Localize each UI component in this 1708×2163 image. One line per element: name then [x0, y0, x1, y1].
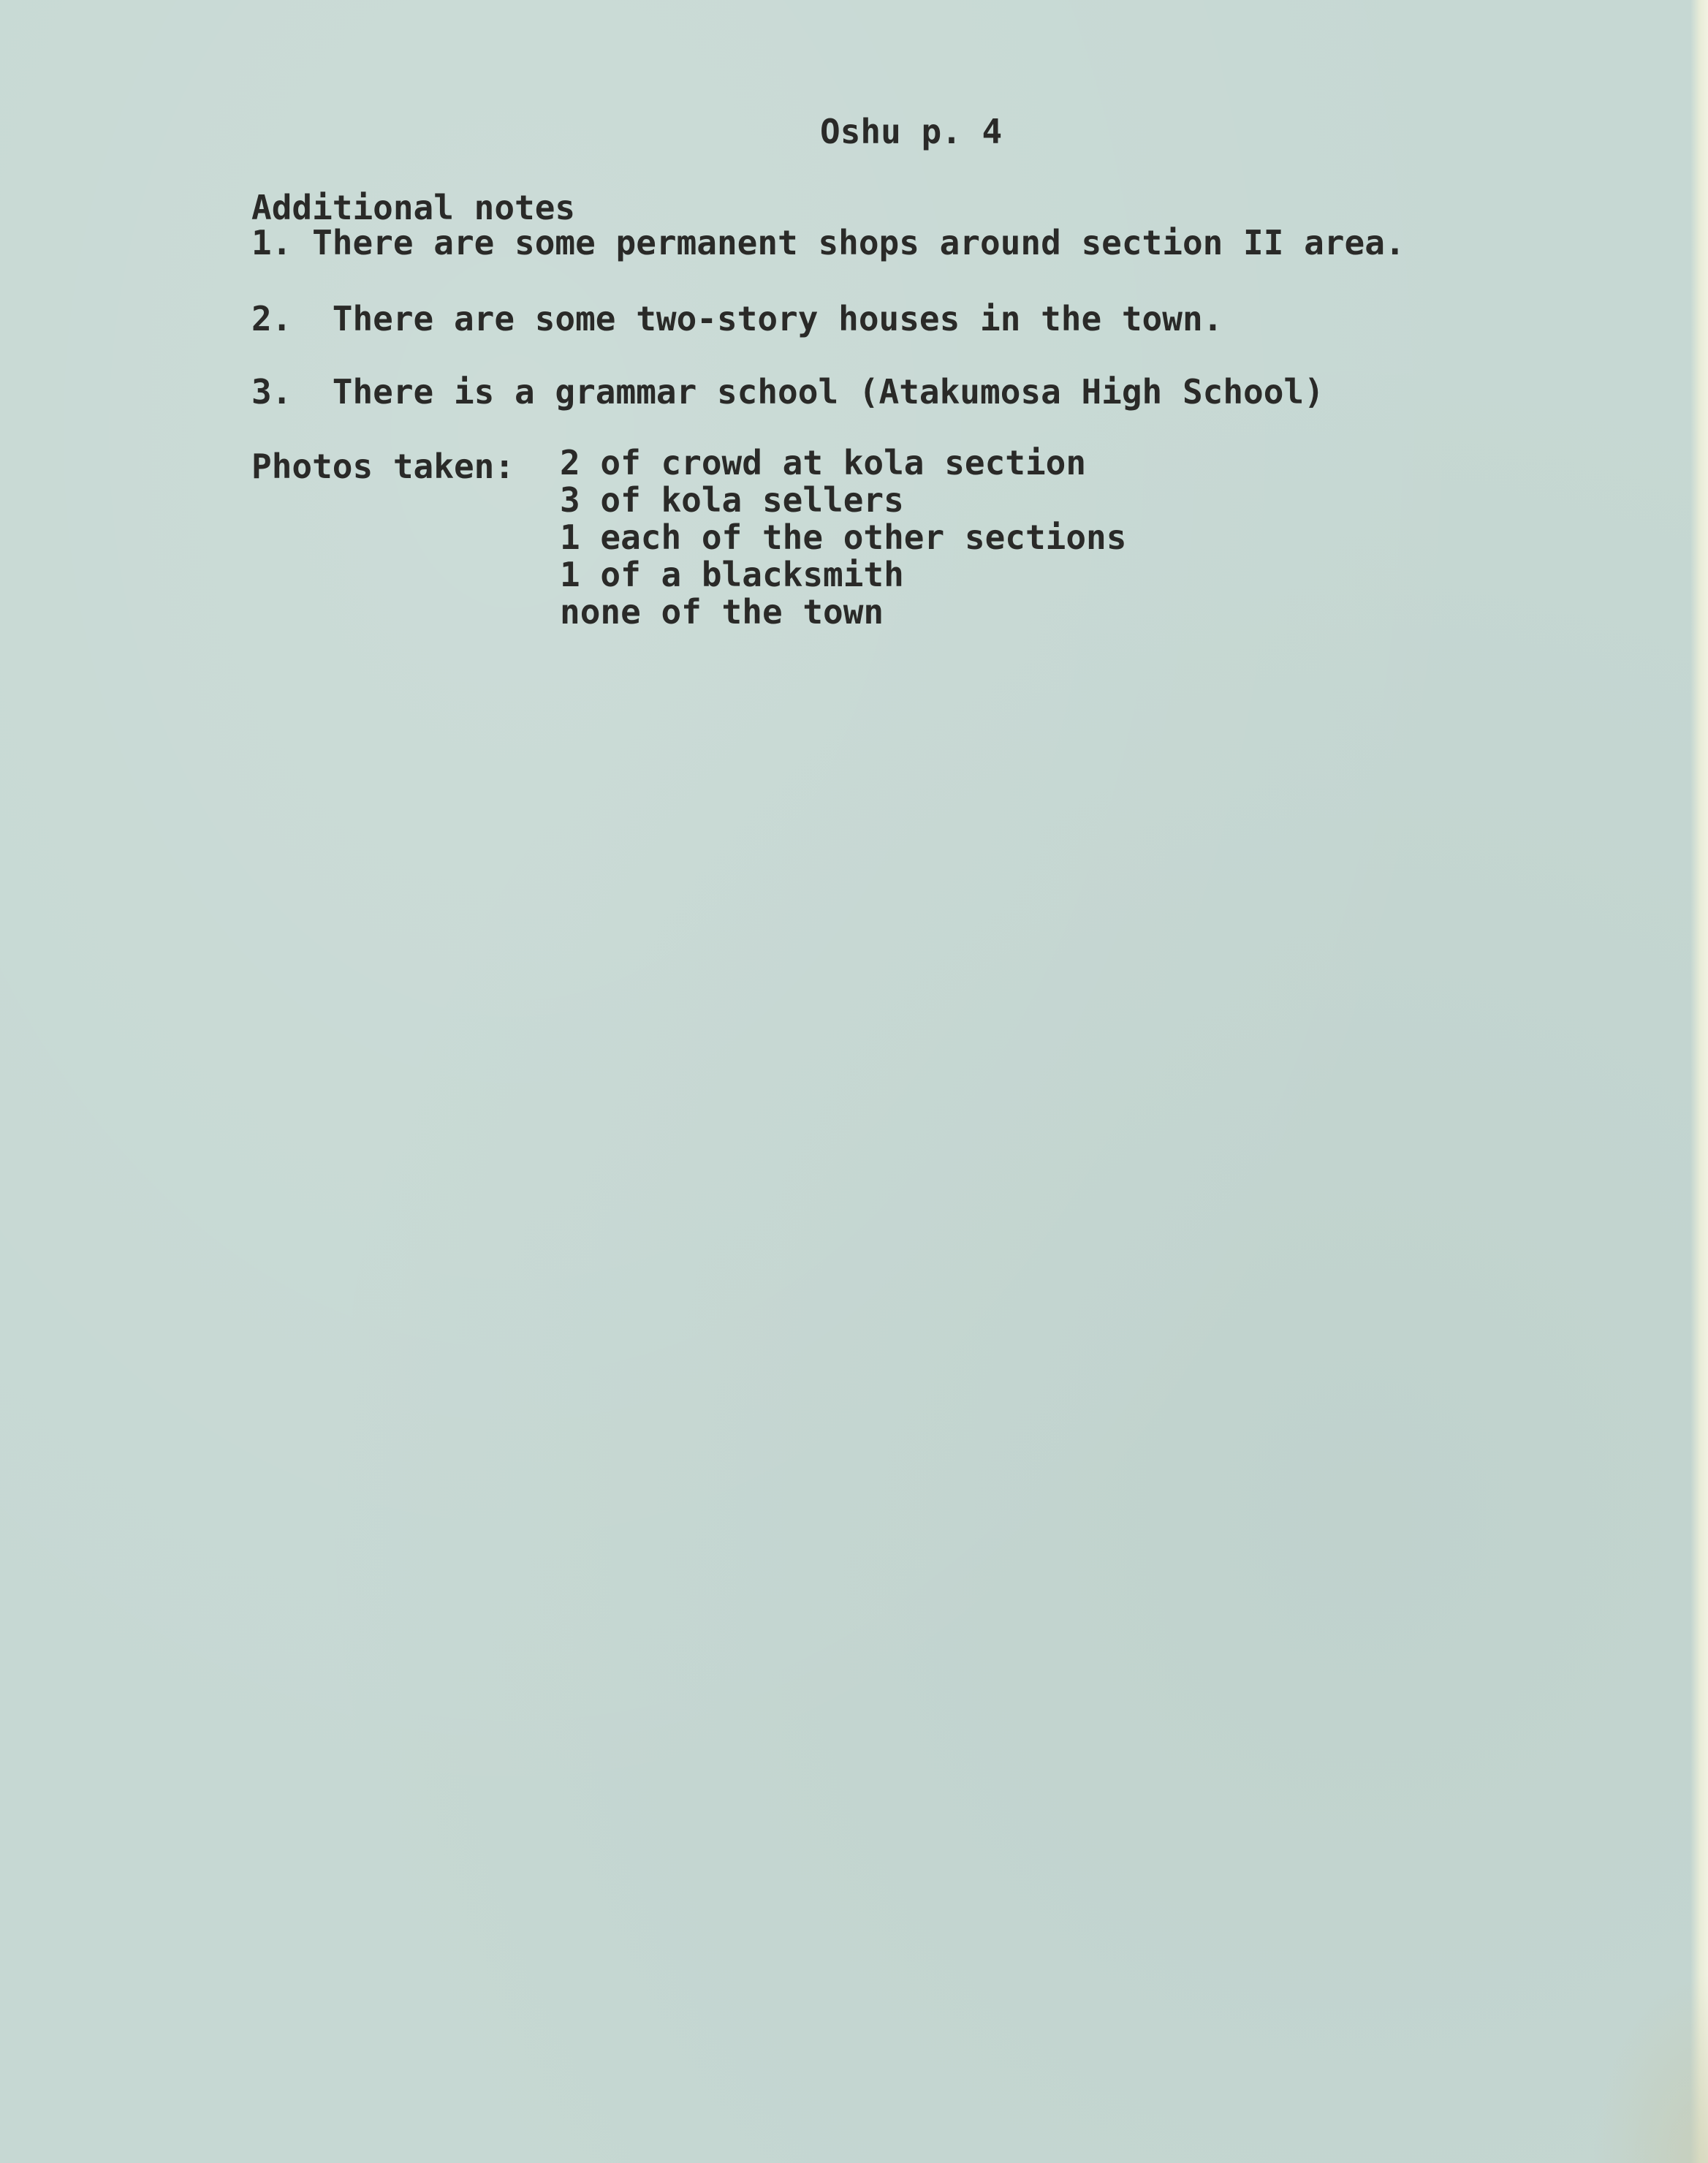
photos-taken-label: Photos taken: — [251, 447, 515, 486]
photo-item-4: 1 of a blacksmith — [560, 555, 904, 594]
note-item-3: 3. There is a grammar school (Atakumosa High School) — [251, 372, 1324, 412]
photos-taken-list — [560, 444, 1126, 631]
note-item-2: 2. There are some two-story houses in the town. — [251, 299, 1223, 338]
paper-stain — [1591, 1973, 1708, 2163]
photo-item-2: 3 of kola sellers — [560, 480, 904, 520]
photo-item-5: none of the town — [560, 592, 884, 632]
page-header: Oshu p. 4 — [820, 112, 1003, 151]
photo-item-3: 1 each of the other sections — [560, 518, 1127, 557]
paper-edge — [1690, 0, 1708, 2163]
note-item-1: 1. There are some permanent shops around section II area. — [251, 223, 1405, 262]
photo-item-1: 2 of crowd at kola section — [560, 443, 1087, 482]
additional-notes-heading: Additional notes — [251, 188, 576, 227]
